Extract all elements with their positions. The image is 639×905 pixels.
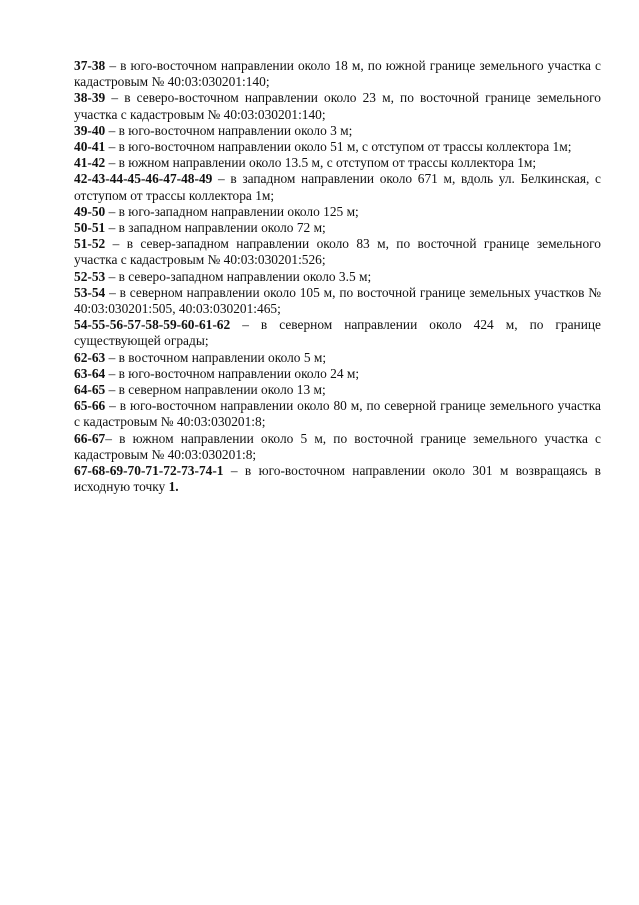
boundary-segment-38-39	[74, 90, 601, 122]
segment-points: 49-50	[74, 203, 106, 219]
segment-description: в юго-западном направлении около 125 м;	[118, 203, 359, 219]
segment-description: в юго-восточном направлении около 80 м, по северной границе земельного участка с кадастровым № 40:03:030201:8;	[74, 398, 602, 430]
boundary-segment-62-63	[74, 350, 601, 366]
segment-dash: –	[223, 463, 245, 479]
boundary-segment-37-38	[74, 58, 601, 90]
segment-description: в юго-восточном направлении около 301 м возвращаясь в исходную точку	[74, 463, 602, 495]
boundary-segment-67-1	[74, 463, 601, 495]
segment-dash: –	[105, 90, 125, 106]
segment-description: в северо-восточном направлении около 23 м, по восточной границе земельного участка с кадастровым № 40:03:030201:140;	[74, 90, 602, 122]
boundary-segment-39-40	[74, 123, 601, 139]
segment-dash: –	[105, 220, 119, 236]
boundary-segment-49-50	[74, 204, 601, 220]
boundary-segment-63-64	[74, 366, 601, 382]
boundary-segment-66-67	[74, 431, 601, 463]
segment-dash: –	[105, 139, 119, 155]
segment-description: в юго-восточном направлении около 51 м, с отступом от трассы коллектора 1м;	[118, 139, 572, 155]
segment-dash: –	[105, 284, 120, 300]
segment-dash: –	[105, 236, 127, 252]
segment-description: в север-западном направлении около 83 м, по восточной границе земельного участка с кадастровым № 40:03:030201:526;	[74, 236, 601, 268]
segment-points: 37-38	[74, 58, 106, 73]
segment-points: 39-40	[74, 122, 106, 138]
segment-points: 52-53	[74, 268, 106, 284]
segment-description: в юго-восточном направлении около 18 м, по южной границе земельного участка с кадастровым № 40:03:030201:140;	[74, 58, 601, 90]
segment-points: 38-39	[74, 90, 106, 106]
segment-points: 53-54	[74, 284, 106, 300]
segment-points: 40-41	[74, 139, 106, 155]
segment-dash: –	[105, 382, 119, 398]
segment-points: 65-66	[74, 398, 106, 414]
boundary-segment-53-54	[74, 285, 601, 317]
segment-dash: –	[105, 398, 120, 414]
boundary-segment-65-66	[74, 398, 601, 430]
segment-dash: –	[230, 317, 261, 333]
segment-dash: –	[105, 122, 119, 138]
segment-description: в восточном направлении около 5 м;	[118, 349, 327, 365]
boundary-segment-41-42	[74, 155, 601, 171]
segment-dash: –	[105, 203, 119, 219]
segment-description: в южном направлении около 5 м, по восточной границе земельного участка с кадастровым № 40:03:030201:8;	[74, 430, 602, 462]
boundary-segment-64-65	[74, 382, 601, 398]
segment-description: в юго-восточном направлении около 24 м;	[118, 365, 360, 381]
segment-points: 54-55-56-57-58-59-60-61-62	[74, 317, 231, 333]
segment-dash: –	[105, 365, 119, 381]
segment-dash: –	[105, 155, 119, 171]
segment-points: 41-42	[74, 155, 106, 171]
segment-description: в северо-западном направлении около 3.5 м;	[118, 268, 372, 284]
boundary-segment-54-62	[74, 317, 601, 349]
start-point-label: 1.	[168, 479, 179, 495]
boundary-segment-51-52	[74, 236, 601, 268]
segment-dash: –	[105, 349, 119, 365]
segment-dash: –	[212, 171, 231, 187]
segment-description: в юго-восточном направлении около 3 м;	[118, 122, 353, 138]
segment-dash: –	[105, 268, 119, 284]
segment-description: в западном направлении около 671 м, вдоль ул. Белкинская, с отступом от трассы коллектора 1м;	[74, 171, 602, 203]
segment-points: 63-64	[74, 365, 106, 381]
segment-description: в южном направлении около 13.5 м, с отступом от трассы коллектора 1м;	[118, 155, 537, 171]
segment-points: 62-63	[74, 349, 106, 365]
segment-description: в северном направлении около 424 м, по границе существующей ограды;	[74, 317, 601, 349]
segment-description: в западном направлении около 72 м;	[118, 220, 326, 236]
boundary-segment-40-41	[74, 139, 601, 155]
segment-points: 50-51	[74, 220, 106, 236]
boundary-segment-52-53	[74, 269, 601, 285]
segment-points: 51-52	[74, 236, 106, 252]
segment-dash: –	[105, 430, 120, 446]
segment-points: 42-43-44-45-46-47-48-49	[74, 171, 213, 187]
boundary-segment-42-49	[74, 171, 601, 203]
segment-description: в северном направлении около 13 м;	[118, 382, 326, 398]
segment-points: 66-67	[74, 430, 106, 446]
segment-points: 67-68-69-70-71-72-73-74-1	[74, 463, 224, 479]
segment-points: 64-65	[74, 382, 106, 398]
document-page	[74, 58, 601, 495]
segment-dash: –	[105, 58, 121, 73]
boundary-segment-50-51	[74, 220, 601, 236]
segment-description: в северном направлении около 105 м, по восточной границе земельных участков № 40:03:030201:505, 40:03:030201:465;	[74, 284, 602, 317]
